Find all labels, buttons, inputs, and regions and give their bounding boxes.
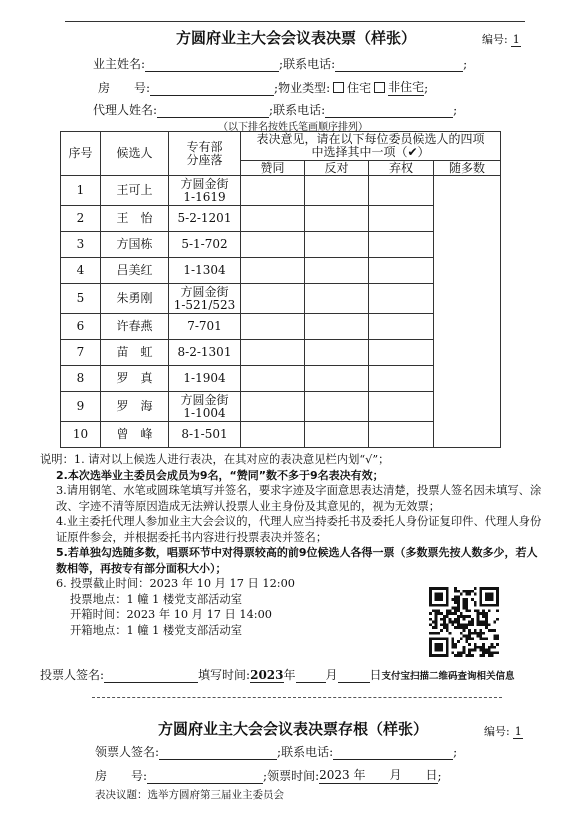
row-candidate-name: 曾 峰 — [101, 422, 169, 448]
stub-serial — [484, 723, 523, 739]
vote-cell-agree[interactable] — [241, 206, 305, 232]
vote-cell-agree[interactable] — [241, 314, 305, 340]
vote-cell-agree[interactable] — [241, 340, 305, 366]
ballot-title: 方圆府业主大会会议表决票（样张） — [176, 29, 417, 47]
stub-receiver-sign-label: 领票人签名: — [95, 745, 160, 759]
property-type-label: 物业类型: — [278, 81, 331, 95]
note-6-location-2: 开箱地点：1 幢 1 楼党支部活动室 — [70, 623, 243, 637]
row-candidate-name: 罗 海 — [101, 392, 169, 422]
room-field[interactable] — [150, 95, 274, 96]
agent-name-label: 代理人姓名: — [93, 103, 158, 117]
vote-cell-oppose[interactable] — [305, 422, 369, 448]
qr-code-icon — [429, 587, 499, 657]
row-unit-line: 1-1619 — [183, 189, 226, 204]
row-unit-line: 方圆金街 — [180, 176, 229, 191]
vote-cell-oppose[interactable] — [305, 340, 369, 366]
vote-table — [60, 131, 501, 448]
row-index: 6 — [61, 314, 101, 340]
stub-room-row: 房 号: ;领票时间:2023 年 月 日; — [95, 768, 442, 783]
day-label: 日 — [369, 668, 382, 682]
vote-cell-abstain[interactable] — [369, 258, 434, 284]
note-6-location-1: 投票地点：1 幢 1 楼党支部活动室 — [70, 592, 243, 606]
stub-topic: 表决议题：选举方圆府第三届业主委员会 — [95, 789, 284, 801]
note-6-open-time: 开箱时间：2023 年 10 月 17 日 14:00 — [70, 608, 272, 621]
stub-receive-time-label: 领票时间: — [267, 769, 320, 783]
row-candidate-name: 苗 虹 — [101, 340, 169, 366]
col-header-majority: 随多数 — [434, 161, 501, 176]
row-candidate-name: 朱勇刚 — [101, 284, 169, 314]
serial-label: 编号: — [482, 33, 508, 46]
row-index: 3 — [61, 232, 101, 258]
voter-sign-field[interactable] — [104, 682, 198, 683]
vote-cell-abstain[interactable] — [369, 392, 434, 422]
vote-cell-oppose[interactable] — [305, 366, 369, 392]
stub-receiver-row: 领票人签名: ;联系电话: ; — [95, 745, 458, 759]
row-unit: 8-2-1301 — [169, 340, 241, 366]
vote-cell-abstain[interactable] — [369, 366, 434, 392]
vote-cell-abstain[interactable] — [369, 176, 434, 206]
vote-cell-agree[interactable] — [241, 232, 305, 258]
row-index: 1 — [61, 176, 101, 206]
row-candidate-name: 王可上 — [101, 176, 169, 206]
vote-cell-abstain[interactable] — [369, 232, 434, 258]
non-residential-label: 非住宅 — [388, 80, 425, 94]
row-unit-line: 方圆金街 — [180, 392, 229, 407]
stub-room-field[interactable] — [147, 783, 263, 784]
col-header-index: 序号 — [61, 132, 101, 176]
stub-receive-time: 2023 年 月 日 — [319, 768, 438, 782]
owner-name-field[interactable] — [145, 71, 279, 72]
voter-sign-row — [40, 666, 515, 683]
row-index: 7 — [61, 340, 101, 366]
residential-checkbox[interactable] — [333, 82, 344, 93]
note-6-deadline: 6. 投票截止时间：2023 年 10 月 17 日 12:00 — [56, 577, 295, 590]
row-candidate-name: 许春燕 — [101, 314, 169, 340]
vote-cell-agree[interactable] — [241, 392, 305, 422]
vote-cell-oppose[interactable] — [305, 314, 369, 340]
vote-cell-oppose[interactable] — [305, 232, 369, 258]
col-header-oppose: 反对 — [305, 161, 369, 176]
row-index: 9 — [61, 392, 101, 422]
vote-cell-abstain[interactable] — [369, 206, 434, 232]
serial-value: 1 — [512, 33, 520, 46]
note-4: 4.业主委托代理人参加业主大会会议的，代理人应当持委托书及委托人身份证复印件、代理人身份证原件参会，并根据委托书内容进行投票表决并签名； — [56, 515, 542, 544]
note-1: 说明：1. 请对以上候选人进行表决，在其对应的表决意见栏内划“√”； — [40, 453, 390, 466]
row-candidate-name: 王 怡 — [101, 206, 169, 232]
stub-title: 方圆府业主大会会议表决票存根（样张） — [158, 720, 429, 738]
row-unit: 8-1-501 — [169, 422, 241, 448]
col-header-agree: 赞同 — [241, 161, 305, 176]
vote-cell-abstain[interactable] — [369, 284, 434, 314]
stub-phone-label: 联系电话: — [281, 745, 334, 759]
vote-cell-oppose[interactable] — [305, 206, 369, 232]
order-note: （以下排名按姓氏笔画顺序排列） — [218, 122, 368, 133]
row-candidate-name: 吕美红 — [101, 258, 169, 284]
non-residential-checkbox[interactable] — [374, 82, 385, 93]
col-header-unit: 专有部分座落 — [169, 132, 241, 176]
vote-cell-oppose[interactable] — [305, 176, 369, 206]
vote-cell-oppose[interactable] — [305, 284, 369, 314]
note-2: 2.本次选举业主委员会成员为9名，“赞同”数不多于9名表决有效； — [56, 468, 384, 482]
vote-cell-abstain[interactable] — [369, 314, 434, 340]
room-row: 房 号: ;物业类型: 住宅 非住宅; — [98, 80, 429, 95]
fill-month-field[interactable] — [296, 682, 326, 683]
row-unit: 5-2-1201 — [169, 206, 241, 232]
vote-cell-majority[interactable] — [434, 176, 501, 448]
row-index: 10 — [61, 422, 101, 448]
note-3: 3.请用钢笔、水笔或圆珠笔填写并签名，要求字迹及字面意思表达清楚，投票人签名因未填写、涂改、字迹不清等原因造成无法辨认投票人业主身份及其意见的，视为无效票； — [56, 484, 542, 513]
residential-label: 住宅 — [347, 81, 372, 95]
fill-year: 2023 — [250, 668, 284, 682]
stub-receiver-sign-field[interactable] — [159, 759, 277, 760]
row-unit-line: 1-521/523 — [173, 297, 236, 312]
phone-label: 联系电话: — [283, 57, 336, 71]
owner-name-label: 业主姓名: — [93, 57, 146, 71]
row-unit-line: 方圆金街 — [180, 284, 229, 299]
cut-line — [92, 697, 502, 698]
row-unit — [169, 392, 241, 422]
fill-time-label: 填写时间: — [198, 668, 251, 682]
col-header-abstain: 弃权 — [369, 161, 434, 176]
vote-cell-agree[interactable] — [241, 284, 305, 314]
agent-row: 代理人姓名: ;联系电话: ; — [93, 103, 458, 117]
vote-cell-agree[interactable] — [241, 258, 305, 284]
row-candidate-name: 罗 真 — [101, 366, 169, 392]
table-row — [61, 176, 501, 206]
vote-cell-oppose[interactable] — [305, 392, 369, 422]
month-label: 月 — [325, 668, 338, 682]
year-label: 年 — [283, 668, 296, 682]
qr-caption: 支付宝扫描二维码查询相关信息 — [381, 671, 515, 682]
room-label: 房 号: — [98, 81, 151, 95]
vote-cell-abstain[interactable] — [369, 340, 434, 366]
vote-cell-oppose[interactable] — [305, 258, 369, 284]
row-unit: 7-701 — [169, 314, 241, 340]
phone-field[interactable] — [335, 71, 463, 72]
stub-serial-value: 1 — [514, 725, 522, 738]
col-header-opinion: 表决意见，请在以下每位委员候选人的四项中选择其中一项（✔） — [241, 132, 501, 161]
row-unit-line: 1-1004 — [183, 405, 226, 420]
row-unit: 5-1-702 — [169, 232, 241, 258]
row-unit — [169, 176, 241, 206]
note-5: 5.若单独勾选随多数，唱票环节中对得票较高的前9位候选人各得一票（多数票先按人数多少，若人数相等，再按专有部分面积大小）； — [56, 546, 538, 575]
stub-room-label: 房 号: — [95, 769, 148, 783]
row-unit — [169, 284, 241, 314]
row-unit: 1-1904 — [169, 366, 241, 392]
agent-phone-label: 联系电话: — [273, 103, 326, 117]
col-header-candidate: 候选人 — [101, 132, 169, 176]
ballot-serial — [482, 31, 521, 47]
row-index: 4 — [61, 258, 101, 284]
fill-day-field[interactable] — [338, 682, 370, 683]
vote-cell-abstain[interactable] — [369, 422, 434, 448]
voter-sign-label: 投票人签名: — [40, 668, 105, 682]
row-candidate-name: 方国栋 — [101, 232, 169, 258]
owner-row: 业主姓名: ;联系电话: ; — [93, 57, 468, 71]
vote-cell-agree[interactable] — [241, 176, 305, 206]
stub-phone-field[interactable] — [333, 759, 453, 760]
row-index: 5 — [61, 284, 101, 314]
vote-cell-agree[interactable] — [241, 366, 305, 392]
row-unit: 1-1304 — [169, 258, 241, 284]
stub-serial-label: 编号: — [484, 725, 510, 738]
row-index: 2 — [61, 206, 101, 232]
row-index: 8 — [61, 366, 101, 392]
vote-cell-agree[interactable] — [241, 422, 305, 448]
